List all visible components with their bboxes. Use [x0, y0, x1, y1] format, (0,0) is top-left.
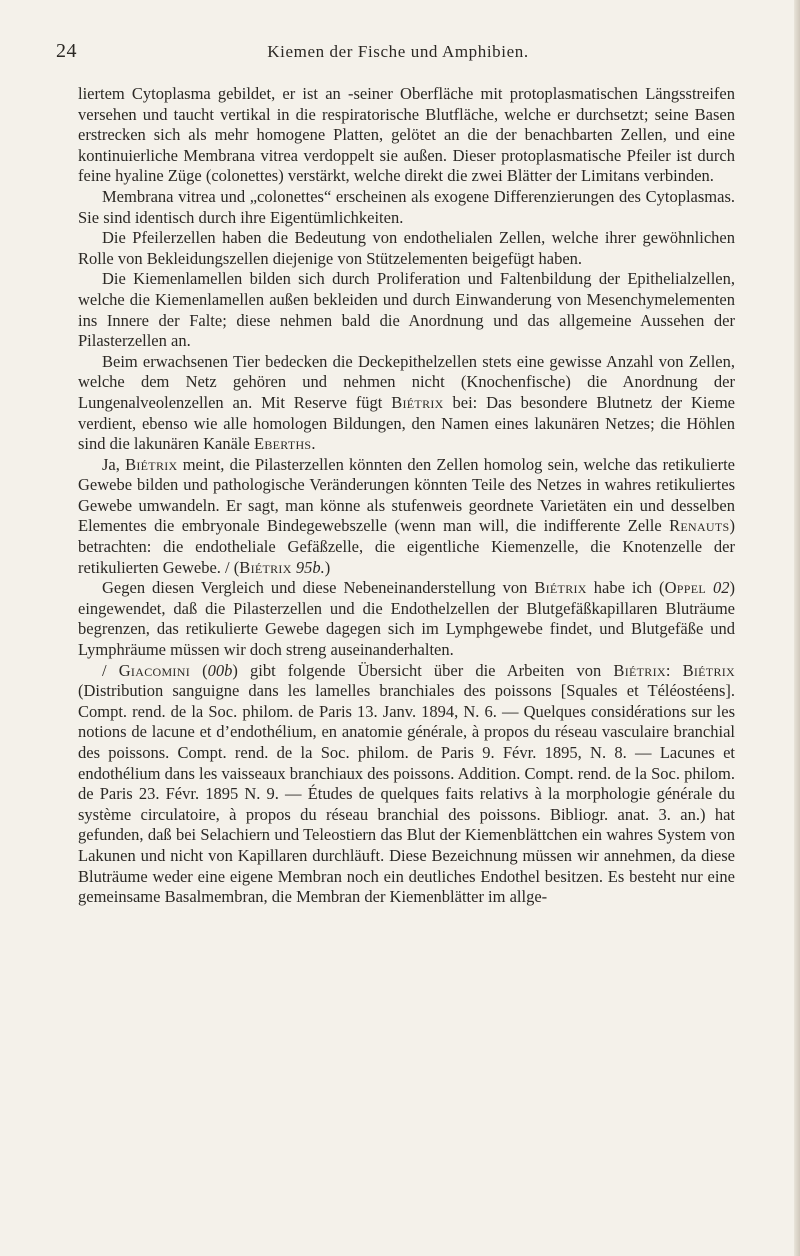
body-text [78, 84, 735, 908]
text-run: Ja, [102, 454, 126, 474]
author-name: Biétrix [613, 660, 666, 680]
text-run: / [102, 660, 119, 680]
citation-year: 95b. [295, 557, 325, 577]
author-name: Biétrix [239, 557, 292, 577]
text-run: Membrana vitrea und „colonettes“ erscheinen als exogene Differenzierungen des Cytoplasmas. Sie sind identisch durch ihre Eigentümlichkeiten. [78, 186, 735, 227]
author-name: Biétrix [391, 392, 444, 412]
paragraph [78, 84, 735, 187]
author-name: Biétrix [534, 578, 587, 598]
author-name: Renauts [669, 516, 730, 536]
text-run: habe ich ( [586, 578, 665, 598]
text-run: Gegen diesen Vergleich und diese Nebeneinanderstellung von [102, 578, 535, 598]
paragraph [78, 228, 735, 269]
author-name: Giacomini [118, 660, 190, 680]
text-run: Die Kiemenlamellen bilden sich durch Proliferation und Faltenbildung der Epithelialzellen, welche die Kiemenlamellen außen bekleiden und durch Einwanderung von Mesenchymelementen ins Innere der Falte; diese nehmen bald die Anordnung und das allgemeine Aussehen der Pilasterzellen an. [78, 269, 735, 351]
citation-year: 02 [713, 578, 730, 598]
text-run: ) [324, 557, 331, 577]
text-run: bei: Das besondere Blutnetz der Kieme verdient, ebenso wie alle homologen Bildungen, den Namen eines lakunären Netzes; die Höhlen sind die lakunären Kanäle [78, 392, 735, 454]
text-run: ) gibt folgende Übersicht über die Arbeiten von [232, 660, 614, 680]
text-run: Beim erwachsenen Tier bedecken die Deckepithelzellen stets eine gewisse Anzahl von Zellen, welche dem Netz gehören und nehmen nicht (Knochenfische) die Anordnung der Lungenalveolenzellen an. Mit Reserve fügt [78, 351, 735, 412]
text-run: ( [190, 660, 208, 680]
text-run: Die Pfeilerzellen haben die Bedeutung von endothelialen Zellen, welche ihrer gewöhnlichen Rolle von Bekleidungszellen diejenige von Stützelementen beigefügt haben. [78, 228, 735, 268]
text-run: liertem Cytoplasma gebildet, er ist an -seiner Oberfläche mit protoplasmatischen Längsstreifen versehen und taucht vertikal in die respiratorische Blutfläche, welche er durchsetzt; seine Basen erstrecken sich als mehr homogene Platten, gelötet an die der benachbarten Zellen, und eine kontinuierliche Membrana vitrea verdoppelt sie außen. Dieser protoplasmatische Pfeiler ist durch feine hyaline Züge (colonettes) verstärkt, welche direkt die zwei Blätter der Limitans verbinden. [78, 84, 735, 186]
text-run: ) eingewendet, daß die Pilasterzellen und die Endothelzellen der Blutgefäßkapillaren Bluträume begrenzen, das retikulierte Gewebe dagegen sich im Lymphgewebe findet, und Blutgefäße und Lymphräume müssen wir doch streng auseinanderhalten. [78, 578, 735, 660]
paragraph [78, 269, 735, 351]
text-run [706, 578, 713, 597]
paragraph [78, 187, 735, 228]
text-run: (Distribution sanguigne dans les lamelles branchiales des poissons [Squales et Téléostéens]. Compt. rend. de la Soc. philom. de Paris 13. Janv. 1894, N. 6. — Quelques considérations sur les notions de lacune et d’endothélium, en anatomie générale, à propos du réseau vasculaire branchial des poissons. Compt. rend. de la Soc. philom. de Paris 9. Févr. 1895, N. 8. — Lacunes et endothélium dans les vaisseaux branchiaux des poissons. Addition. Compt. rend. de la Soc. philom. de Paris 23. Févr. 1895 N. 9. — Études de quelques faits relativs à la morphologie générale du système circulatoire, à propos du réseau branchial des poissons. Bibliogr. anat. 3. an.) hat gefunden, daß bei Selachiern und Teleostiern das Blut der Kiemenblättchen ein wahres System von Lakunen und nicht von Kapillaren durchläuft. Diese Bezeichnung müssen wir annehmen, da diese Bluträume weder eine eigene Membran noch ein deutliches Endothel besitzen. Es besteht nur eine gemeinsame Basalmembran, die Membran der Kiemenblätter im allge- [78, 681, 735, 907]
author-name: Eberths [253, 434, 312, 454]
paragraph [78, 661, 735, 908]
page-header [56, 40, 740, 62]
author-name: Oppel [664, 578, 706, 598]
text-run: ) betrachten: die endotheliale Gefäßzelle, die eigentliche Kiemenzelle, die Knotenzelle der retikulierten Gewebe. / ( [78, 516, 735, 577]
paragraph [78, 352, 735, 455]
author-name: Biétrix [125, 454, 178, 474]
text-run: : [665, 660, 683, 680]
citation-year: 00b [207, 660, 233, 680]
page-number: 24 [56, 40, 77, 62]
paragraph [78, 455, 735, 579]
paragraph [78, 578, 735, 660]
page-edge-shadow [794, 0, 800, 1256]
text-run: meint, die Pilasterzellen könnten den Zellen homolog sein, welche das retikulierte Gewebe bilden und pathologische Veränderungen könnten Teile des Netzes in wahres retikuliertes Gewebe umwandeln. Er sagt, man könne als stufenweis geordnete Varietäten ein und desselben Elementes die embryonale Bindegewebszelle (wenn man will, die indifferente Zelle [78, 454, 735, 536]
running-title: Kiemen der Fische und Amphibien. [267, 42, 529, 61]
author-name: Biétrix [682, 660, 736, 680]
text-run: . [311, 434, 316, 454]
